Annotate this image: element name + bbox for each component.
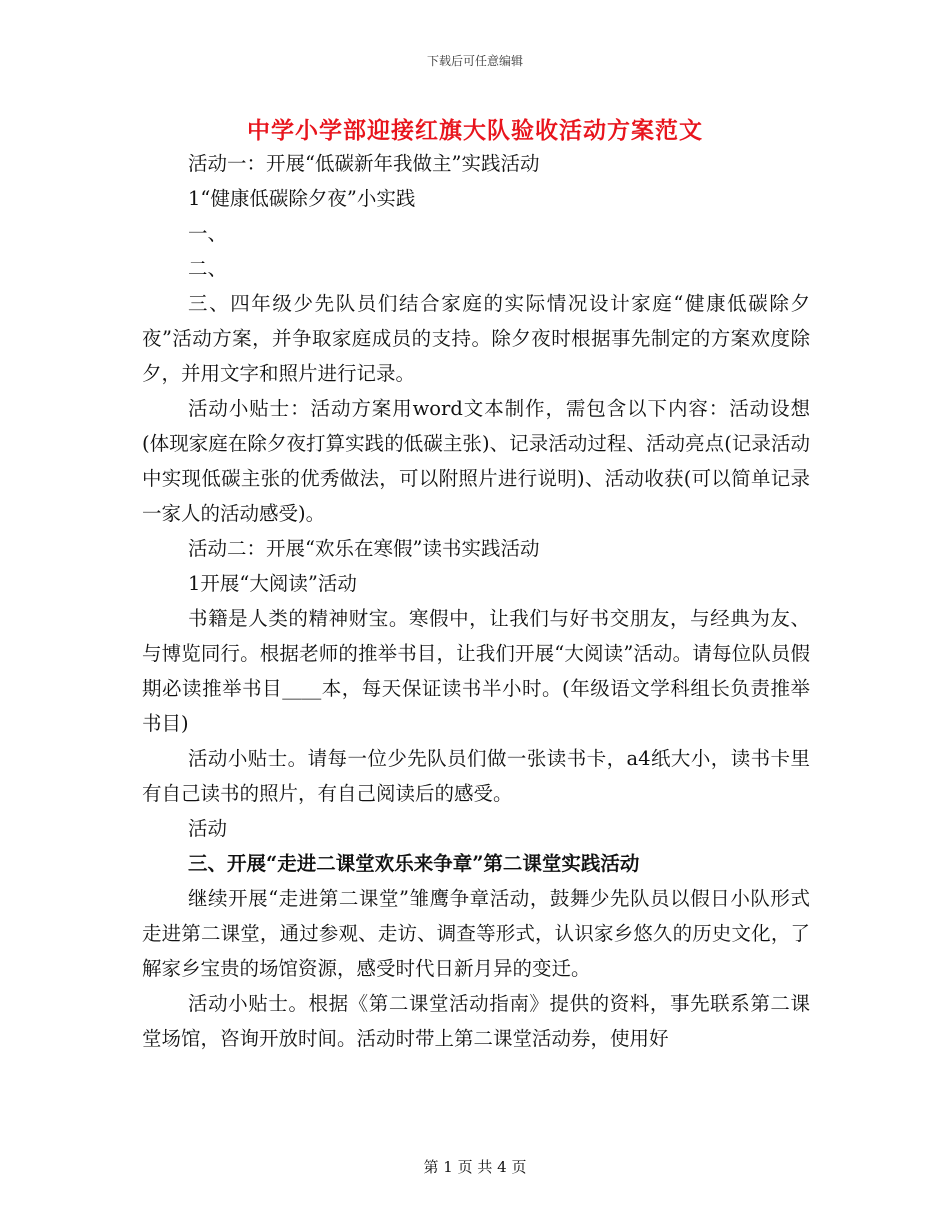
paragraph-tips-three: 活动小贴士。根据《第二课堂活动指南》提供的资料，事先联系第二课堂场馆，咨询开放时间。活动时带上第二课堂活动券，使用好 (142, 992, 810, 1050)
paragraph-tips-one: 活动小贴士：活动方案用word文本制作，需包含以下内容：活动设想(体现家庭在除夕夜打算实践的低碳主张)、记录活动过程、活动亮点(记录活动中实现低碳主张的优秀做法，可以附照片进行说明)、活动收获(可以简单记录一家人的活动感受)。 (142, 397, 810, 525)
document-title: 中学小学部迎接红旗大队验收活动方案范文 (247, 117, 703, 144)
page-header-note: 下载后可任意编辑 (426, 54, 523, 68)
paragraph-list-two: 二、 (188, 257, 228, 280)
page-footer-number: 第 1 页 共 4 页 (423, 1158, 527, 1176)
paragraph-list-three: 三、四年级少先队员们结合家庭的实际情况设计家庭“健康低碳除夕夜”活动方案，并争取家庭成员的支持。除夕夜时根据事先制定的方案欢度除夕，并用文字和照片进行记录。 (142, 292, 810, 385)
paragraph-item-1: 1“健康低碳除夕夜”小实践 (188, 187, 416, 210)
paragraph-reading-body: 书籍是人类的精神财宝。寒假中，让我们与好书交朋友，与经典为友、与博览同行。根据老师的推举书目，让我们开展“大阅读”活动。请每位队员假期必读推举书目____本，每天保证读书半小时。(年级语文学科组长负责推举书目) (142, 607, 810, 735)
paragraph-tips-two: 活动小贴士。请每一位少先队员们做一张读书卡，a4纸大小，读书卡里有自己读书的照片，有自己阅读后的感受。 (142, 747, 810, 805)
paragraph-section-three-heading: 三、开展“走进二课堂欢乐来争章”第二课堂实践活动 (188, 852, 640, 875)
document-body (142, 146, 810, 1056)
paragraph-reading-item: 1开展“大阅读”活动 (188, 572, 357, 595)
paragraph-activity-label: 活动 (188, 817, 228, 840)
paragraph-list-one: 一、 (188, 222, 228, 245)
paragraph-activity-two-heading: 活动二：开展“欢乐在寒假”读书实践活动 (188, 537, 540, 560)
paragraph-second-classroom-body: 继续开展“走进第二课堂”雏鹰争章活动，鼓舞少先队员以假日小队形式走进第二课堂，通过参观、走访、调查等形式，认识家乡悠久的历史文化，了解家乡宝贵的场馆资源，感受时代日新月异的变迁。 (142, 887, 810, 980)
paragraph-activity-one-heading: 活动一：开展“低碳新年我做主”实践活动 (188, 152, 540, 175)
